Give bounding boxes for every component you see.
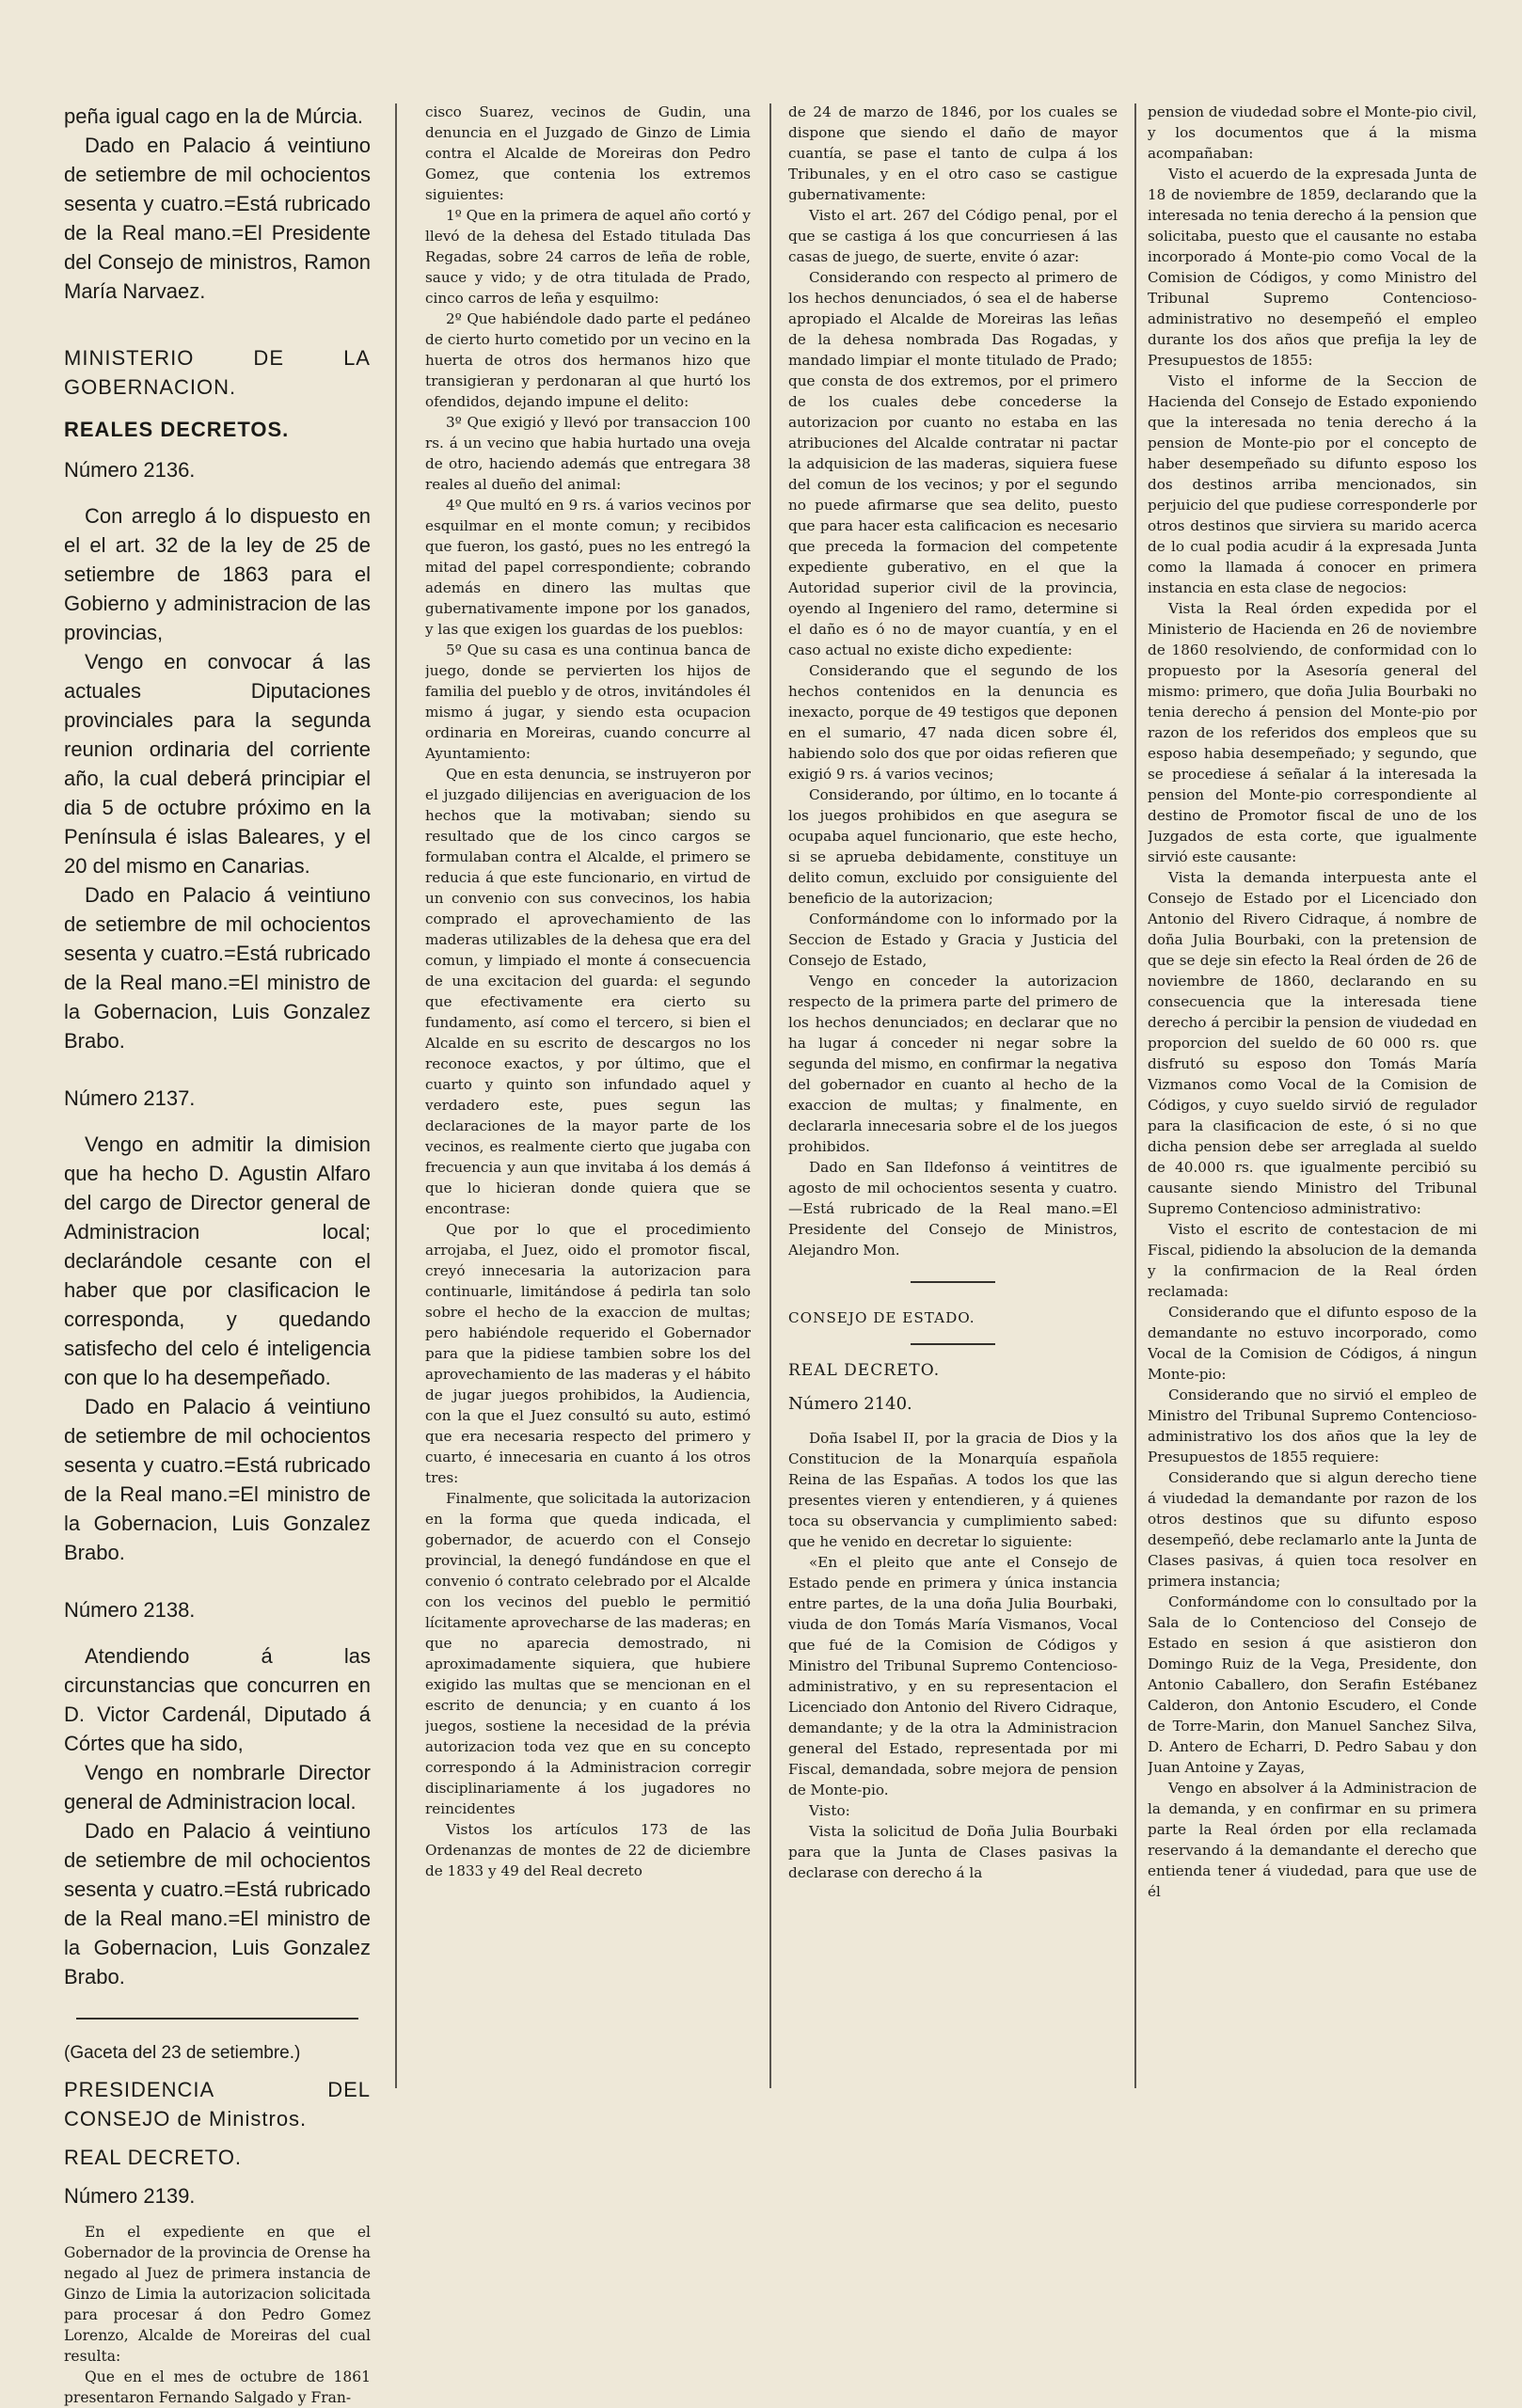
paragraph: Dado en Palacio á veintiuno de setiembre de mil ochocientos sesenta y cuatro.=Está rubricado de la Real mano.=El ministro de la Gobernacion, Luis Gonzalez Brabo. [64, 883, 371, 1053]
paragraph: Vengo en nombrarle Director general de Administracion local. [64, 1761, 371, 1814]
section-heading: REAL DECRETO. [64, 2146, 243, 2169]
paragraph: Dado en Palacio á veintiuno de setiembre de mil ochocientos sesenta y cuatro.=Está rubricado de la Real mano.=El ministro de la Gobernacion, Luis Gonzalez Brabo. [64, 1819, 371, 1988]
paragraph: Vengo en absolver á la Administracion de la demanda, y en confirmar en su primera parte la Real órden por ella reclamada reservando á la demandante el derecho que entienda tener á viudedad, para que use de él [1148, 1780, 1477, 1900]
paragraph: Dado en Palacio á veintiuno de setiembre de mil ochocientos sesenta y cuatro.=Está rubricado de la Real mano.=El ministro de la Gobernacion, Luis Gonzalez Brabo. [64, 1395, 371, 1564]
paragraph: Conformándome con lo consultado por la Sala de lo Contencioso del Consejo de Estado en sesion á que asistieron don Domingo Ruiz de la Vega, Presidente, don Antonio Caballero, don Serafin Estébanez Calderon, don Antonio Escudero, el Conde de Torre-Marin, don Manuel Sanchez Silva, D. Antero de Echarri, D. Pedro Sabau y don Juan Antoine y Zayas, [1148, 1593, 1477, 1776]
paragraph: Doña Isabel II, por la gracia de Dios y la Constitucion de la Monarquía española Reina de las Españas. A todos los que las presentes vieren y entendieren, y á quienes toca su observancia y cumplimiento sabed: que he venido en decretar lo siguiente: [788, 1430, 1118, 1550]
decree-number: Número 2139. [64, 2184, 196, 2208]
column-rule [395, 103, 397, 2088]
paragraph: Que en el mes de octubre de 1861 presentaron Fernando Salgado y Fran- [64, 2368, 371, 2406]
paragraph: 5º Que su casa es una continua banca de juego, donde se pervierten los hijos de familia del pueblo y de otros, invitándoles él mismo á jugar, y siendo esta ocupacion ordinaria en Moreiras, cuando concurre al Ayuntamiento: [425, 642, 751, 762]
paragraph: Vista la solicitud de Doña Julia Bourbaki para que la Junta de Clases pasivas la declarase con derecho á la [788, 1823, 1118, 1881]
paragraph: Visto el escrito de contestacion de mi Fiscal, pidiendo la absolucion de la demanda y la confirmacion de la Real órden reclamada: [1148, 1221, 1477, 1300]
gaceta-note: (Gaceta del 23 de setiembre.) [64, 2043, 301, 2063]
paragraph: Con arreglo á lo dispuesto en el el art. 32 de la ley de 25 de setiembre de 1863 para el Gobierno y administracion de las provincias, [64, 504, 371, 644]
paragraph: En el expediente en que el Gobernador de la provincia de Orense ha negado al Juez de primera instancia de Ginzo de Limia la autorizacion solicitada para procesar á don Pedro Gomez Lorenzo, Alcalde de Moreiras del cual resulta: [64, 2224, 371, 2365]
ministry-title: PRESIDENCIA DEL CONSEJO de Ministros. [64, 2078, 371, 2131]
paragraph: 4º Que multó en 9 rs. á varios vecinos por esquilmar en el monte comun; y recibidos que fueron, los gastó, pues no les entregó la mitad del papel correspondiente; cobrando además en dinero las multas que gubernativamente impone por los ganados, y las que exigen los guardas de los pueblos: [425, 497, 751, 638]
decree-number: Número 2140. [788, 1394, 912, 1414]
paragraph: Visto: [809, 1802, 850, 1819]
paragraph: Conformándome con lo informado por la Seccion de Estado y Gracia y Justicia del Consejo de Estado, [788, 911, 1118, 969]
paragraph: Vista la Real órden expedida por el Ministerio de Hacienda en 26 de noviembre de 1860 resolviendo, de conformidad con lo propuesto por la Asesoría general del mismo: primero, que doña Julia Bourbaki no tenia derecho á pension del Monte-pio por razon de los referidos dos empleos que su esposo habia desempeñado; y segundo, que se procediese á señalar á la interesada la pension del Monte-pio correspondiente al destino de Promotor fiscal de uno de los Juzgados de esta corte, que igualmente sirvió este causante: [1148, 600, 1477, 865]
decree-number: Número 2136. [64, 458, 196, 482]
paragraph: pension de viudedad sobre el Monte-pio civil, y los documentos que á la misma acompañaban: [1148, 103, 1477, 162]
paragraph: 2º Que habiéndole dado parte el pedáneo de cierto hurto cometido por un vecino en la huerta de otros dos hermanos hizo que transigieran y perdonaran al que hurtó los ofendidos, dejando impune el delito: [425, 310, 751, 410]
column-rule [769, 103, 771, 2088]
paragraph: Dado en Palacio á veintiuno de setiembre de mil ochocientos sesenta y cuatro.=Está rubricado de la Real mano.=El Presidente del Consejo de ministros, Ramon María Narvaez. [64, 134, 371, 303]
paragraph: Vengo en conceder la autorizacion respecto de la primera parte del primero de los hechos denunciados; en declarar que no ha lugar á conceder ni negar sobre la segunda del mismo, en confirmar la negativa del gobernador en cuanto al hecho de la exaccion de multas; y finalmente, en declararla innecesaria sobre el de los juegos prohibidos. [788, 973, 1118, 1155]
paragraph: Considerando con respecto al primero de los hechos denunciados, ó sea el de haberse apropiado el Alcalde de Moreiras las leñas de la dehesa nombrada Das Rogadas, y mandado limpiar el monte titulado de Prado; que consta de dos extremos, por el primero de los cuales debe concederse la autorizacion por cuanto no estaba en las atribuciones del Alcalde contratar ni pactar la adquisicion de las maderas, siquiera fuese del comun de los vecinos; y por el segundo no puede afirmarse que sea delito, puesto que para hacer esta calificacion es necesario que preceda la formacion del competente expediente guberativo, en el que la Autoridad superior civil de la provincia, oyendo al Ingeniero del ramo, determine si el daño es ó no de mayor cuantía, y en el caso actual no existe dicho expediente: [788, 269, 1118, 658]
column-3 [788, 102, 1118, 1883]
paragraph: Vista la demanda interpuesta ante el Consejo de Estado por el Licenciado don Antonio del Rivero Cidraque, á nombre de doña Julia Bourbaki, con la pretension de que se deje sin efecto la Real órden de 26 de noviembre de 1860, declarando en su consecuencia que la interesada tiene derecho á percibir la pension de viudedad en proporcion del sueldo de 60 000 rs. que disfrutó su esposo don Tomás María Vizmanos como Vocal de la Comision de Códigos, y cuyo sueldo sirvió de regulador para la clasificacion de este, ó si no que dicha pension debe ser arreglada al sueldo de 40.000 rs. que igualmente percibió su causante siendo Ministro del Tribunal Supremo Contencioso administrativo: [1148, 869, 1477, 1217]
paragraph: de 24 de marzo de 1846, por los cuales se dispone que siendo el daño de mayor cuantía, se pase el tanto de culpa á los Tribunales, y en el otro caso se castigue gubernativamente: [788, 103, 1118, 203]
paragraph: Vengo en convocar á las actuales Diputaciones provinciales para la segunda reunion ordinaria del corriente año, la cual deberá principiar el dia 5 de octubre próximo en la Península é islas Baleares, y el 20 del mismo en Canarias. [64, 650, 371, 878]
paragraph: Que por lo que el procedimiento arrojaba, el Juez, oido el promotor fiscal, creyó innecesaria la autorizacion para continuarle, limitándose á pedirla tan solo sobre el hecho de la exaccion de multas; pero habiéndole requerido el Gobernador para que la pidiese tambien sobre los del aprovechamiento de las maderas y el hábito de jugar juegos prohibidos, la Audiencia, con la que el Juez consultó su auto, estimó que era necesaria respecto del primero y cuarto, é innecesaria en cuanto á los otros tres: [425, 1221, 751, 1486]
paragraph: Considerando que no sirvió el empleo de Ministro del Tribunal Supremo Contencioso-administrativo los dos años que la ley de Presupuestos de 1855 requiere: [1148, 1386, 1477, 1465]
paragraph: cisco Suarez, vecinos de Gudin, una denuncia en el Juzgado de Ginzo de Limia contra el Alcalde de Moreiras don Pedro Gomez, que contenia los extremos siguientes: [425, 103, 751, 203]
paragraph: Vengo en admitir la dimision que ha hecho D. Agustin Alfaro del cargo de Director general de Administracion local; declarándole cesante con el haber que por clasificacion le corresponda, y quedando satisfecho del celo é inteligencia con que lo ha desempeñado. [64, 1133, 371, 1389]
paragraph: Atendiendo á las circunstancias que concurren en D. Victor Cardenál, Diputado á Córtes que ha sido, [64, 1644, 371, 1755]
paragraph: Visto el art. 267 del Código penal, por el que se castiga á los que concurriesen á las casas de juego, de suerte, envite ó azar: [788, 207, 1118, 265]
paragraph: Considerando que el difunto esposo de la demandante no estuvo incorporado, como Vocal de la Comision de Códigos, á ningun Monte-pio: [1148, 1304, 1477, 1383]
paragraph: Finalmente, que solicitada la autorizacion en la forma que queda indicada, el gobernador, de acuerdo con el Consejo provincial, la denegó fundándose en que el convenio ó contrato celebrado por el Alcalde con los vecinos del pueblo le permitió lícitamente aprovecharse de las maderas; en que no aparecia demostrado, ni aproximadamente siquiera, que hubiere exigido las multas que se mencionan en el escrito de denuncia; y en cuanto á los juegos, sostiene la necesidad de la prévia autorizacion toda vez que en su concepto correspondo á la Administracion corregir disciplinariamente á los jugadores no reincidentes [425, 1490, 751, 1817]
section-heading: REALES DECRETOS. [64, 418, 290, 441]
section-title: CONSEJO DE ESTADO. [788, 1309, 975, 1326]
paragraph: Que en esta denuncia, se instruyeron por el juzgado dilijencias en averiguacion de los hechos que la motivaban; siendo su resultado que de los cinco cargos se formulaban contra el Alcalde, el primero se reducia á que este funcionario, en virtud de un convenio con sus convecinos, los habia comprado el aprovechamiento de las maderas utilizables de la dehesa que era del comun, y limpiado el monte á consecuencia de una excitacion del guarda: el segundo que efectivamente era cierto su fundamento, así como el tercero, si bien el Alcalde en su escrito de descargos no los reconoce exactos, y por último, que el cuarto y quinto son infundado aquel y verdadero este, pues segun las declaraciones de la mayor parte de los vecinos, es realmente cierto que jugaba con frecuencia y aun que invitaba á los demás á que lo hicieran donde quiera que se encontrase: [425, 766, 751, 1217]
paragraph: 3º Que exigió y llevó por transaccion 100 rs. á un vecino que habia hurtado una oveja de otro, haciendo además que entregara 38 reales al dueño del animal: [425, 414, 751, 493]
column-4 [1148, 102, 1477, 1902]
paragraph: Considerando que el segundo de los hechos contenidos en la denuncia es inexacto, porque de 49 testigos que deponen en el sumario, 47 nada dicen sobre él, habiendo solo dos que por oidas refieren que exigió 9 rs. á varios vecinos; [788, 662, 1118, 783]
ministry-title: MINISTERIO DE LA GOBERNACION. [64, 346, 371, 399]
decree-number: Número 2137. [64, 1086, 196, 1110]
column-1 [64, 102, 371, 2408]
section-heading: REAL DECRETO. [788, 1361, 941, 1380]
paragraph: Visto el acuerdo de la expresada Junta de 18 de noviembre de 1859, declarando que la interesada no tenia derecho á la pension que solicitaba, puesto que el causante no estaba incorporado á Monte-pio como Vocal de la Comision de Códigos, y como Ministro del Tribunal Supremo Contencioso-administrativo no desempeñó el empleo durante los dos años que prefija la ley de Presupuestos de 1855: [1148, 166, 1477, 369]
paragraph: Considerando que si algun derecho tiene á viudedad la demandante por razon de los otros destinos que su difunto esposo desempeñó, debe reclamarlo ante la Junta de Clases pasivas, á quien toca resolver en primera instancia; [1148, 1469, 1477, 1590]
decree-number: Número 2138. [64, 1598, 196, 1622]
paragraph: peña igual cago en la de Múrcia. [64, 104, 363, 128]
paragraph: Dado en San Ildefonso á veintitres de agosto de mil ochocientos sesenta y cuatro.—Está rubricado de la Real mano.=El Presidente del Consejo de Ministros, Alejandro Mon. [788, 1159, 1118, 1259]
paragraph: Considerando, por último, en lo tocante á los juegos prohibidos en que asegura se ocupaba aquel funcionario, que este hecho, si se aprueba debidamente, constituye un delito comun, excluido por consiguiente del beneficio de la autorizacion; [788, 786, 1118, 907]
paragraph: Visto el informe de la Seccion de Hacienda del Consejo de Estado exponiendo que la interesada no tenia derecho á la pension de Monte-pio por el concepto de haber desempeñado su difunto esposo los dos destinos arriba mencionados, sin perjuicio del que pudiese corresponderle por otros destinos que sirviera su marido acerca de lo cual podia acudir á la expresada Junta como la llamada á conocer en primera instancia en esta clase de negocios: [1148, 372, 1477, 596]
column-rule [1134, 103, 1136, 2088]
paragraph: Vistos los artículos 173 de las Ordenanzas de montes de 22 de diciembre de 1833 y 49 del Real decreto [425, 1821, 751, 1879]
paragraph: 1º Que en la primera de aquel año cortó y llevó de la dehesa del Estado titulada Das Regadas, sobre 24 carros de leña de roble, sauce y vido; y de otra titulada de Prado, cinco carros de leña y esquilmo: [425, 207, 751, 307]
paragraph: «En el pleito que ante el Consejo de Estado pende en primera y única instancia entre partes, de la una doña Julia Bourbaki, viuda de don Tomás María Vismanos, Vocal que fué de la Comision de Códigos y Ministro del Tribunal Supremo Contencioso-administrativo, y en su representacion el Licenciado don Antonio del Rivero Cidraque, demandante; y de la otra la Administracion general del Estado, representada por mi Fiscal, demandada, sobre mejora de pension de Monte-pio. [788, 1554, 1118, 1798]
column-2 [425, 102, 751, 1881]
